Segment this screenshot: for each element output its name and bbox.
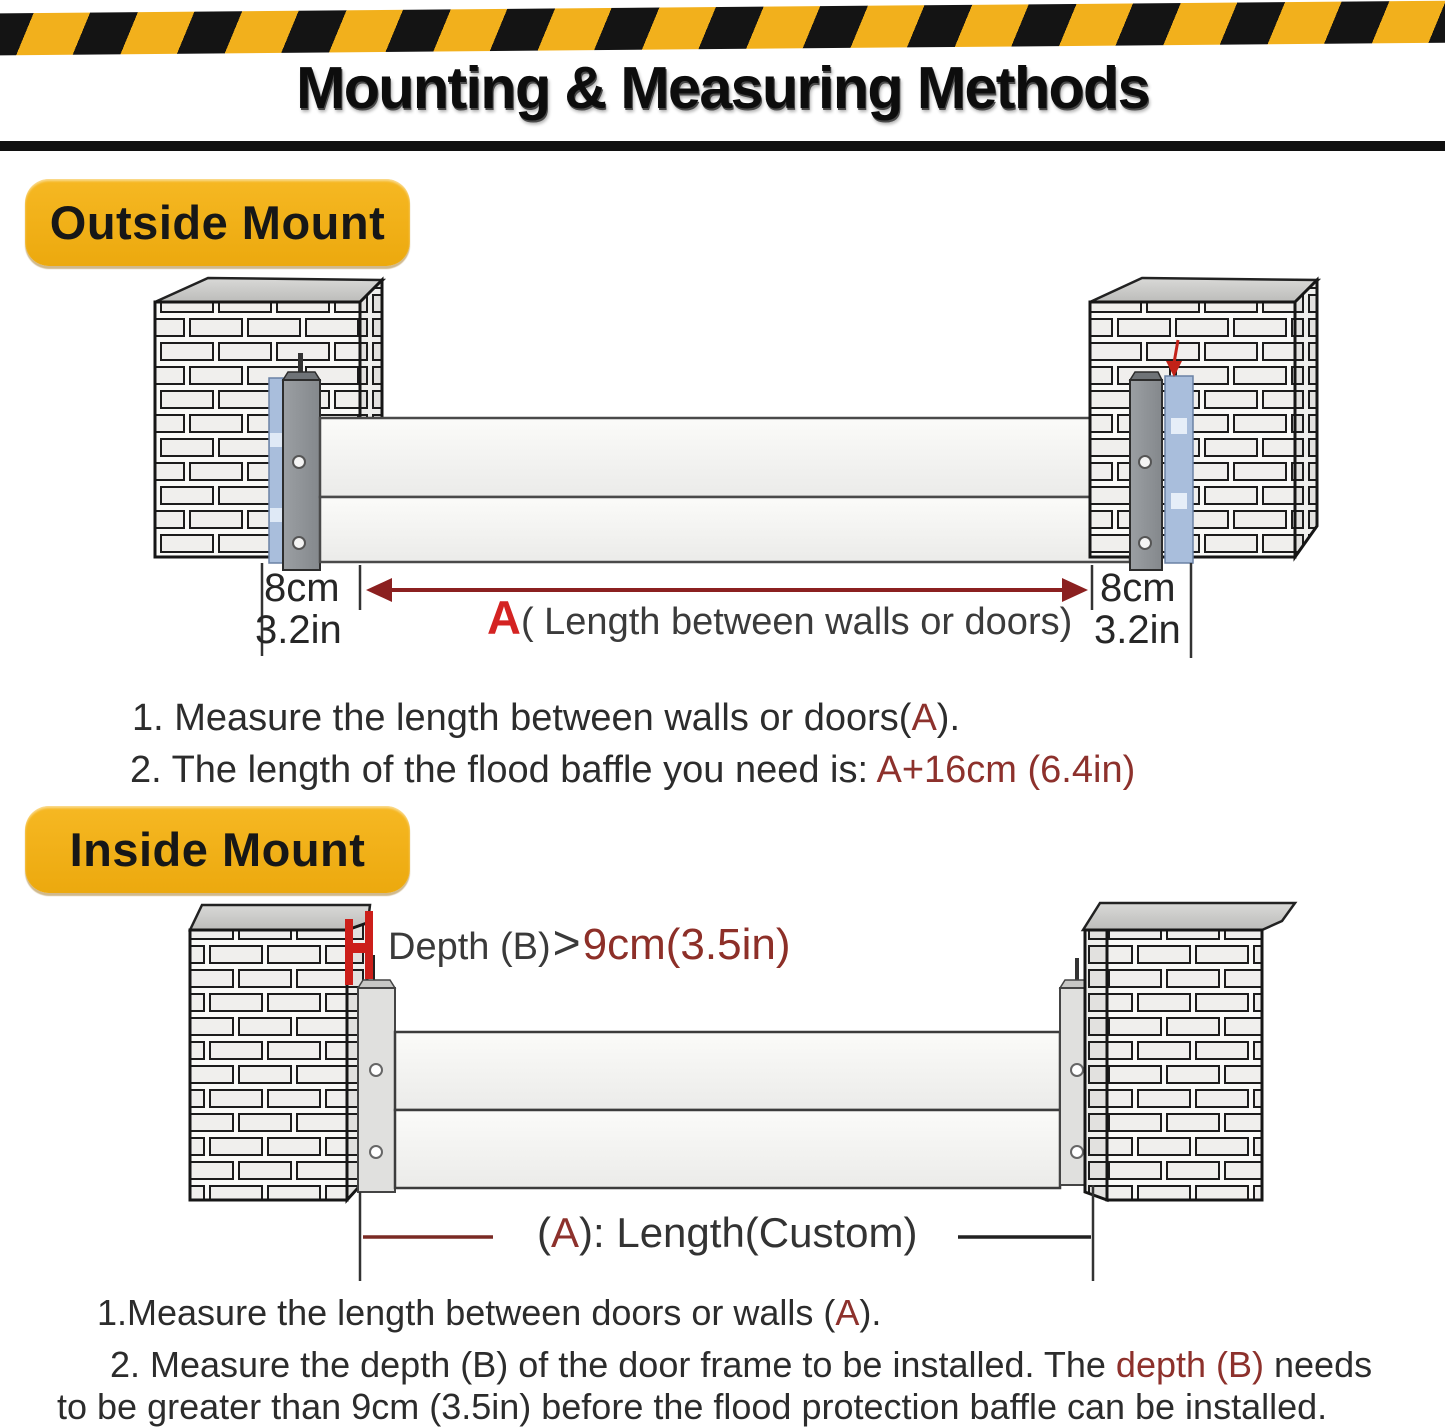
outside-mount-badge-label: Outside Mount [49, 196, 386, 249]
channel-slot [1171, 418, 1187, 434]
gap-label-left-cm: 8cm [264, 566, 340, 610]
outside-left-bracket [283, 372, 320, 570]
step-formula: A+16cm (6.4in) [876, 749, 1136, 791]
step-highlight: A [835, 1292, 860, 1333]
depth-value: 9cm(3.5in) [582, 920, 791, 969]
inside-length-label [537, 1209, 918, 1256]
outside-right-channel-blue [1165, 376, 1193, 563]
inside-mount-badge-label: Inside Mount [69, 823, 366, 876]
inside-right-pillar [1083, 903, 1295, 1200]
step-text: ). [936, 697, 961, 739]
outside-right-bracket [1130, 372, 1162, 570]
step-text: 1. Measure the length between walls or doors( [132, 697, 912, 739]
step-text: 1.Measure the length between doors or walls ( [97, 1292, 836, 1333]
step-highlight: A [911, 697, 937, 739]
step-text: to be greater than 9cm (3.5in) before the flood protection baffle can be installed. [57, 1386, 1328, 1427]
step-text: 2. Measure the depth (B) of the door frame to be installed. The [110, 1344, 1116, 1385]
step-text: needs [1264, 1344, 1373, 1385]
channel-slot [270, 433, 282, 447]
greater-than-sign: > [552, 917, 581, 970]
gap-label-right-cm: 8cm [1100, 566, 1176, 610]
hazard-tape-banner [0, 1, 1445, 56]
outside-step-1 [132, 697, 960, 741]
dimension-description: ): Length(Custom) [579, 1209, 918, 1256]
inside-left-pillar [190, 905, 370, 1200]
dimension-letter-a: A [487, 591, 521, 644]
flood-barrier-panel [320, 418, 1130, 562]
step-text: ). [859, 1292, 882, 1333]
step-text: 2. The length of the flood baffle you need is: [130, 749, 877, 791]
page-title: Mounting & Measuring Methods [296, 55, 1149, 121]
inside-step-2-line-1 [110, 1344, 1372, 1385]
depth-prefix: Depth (B) [388, 926, 551, 968]
inside-left-channel [358, 980, 395, 1192]
outside-right-pillar [1090, 278, 1318, 557]
dimension-letter-a: A [551, 1209, 580, 1256]
channel-slot [270, 508, 282, 522]
flood-barrier-panel [395, 1032, 1060, 1188]
inside-step-1 [97, 1292, 881, 1333]
gap-label-left-in: 3.2in [255, 608, 342, 652]
gap-label-right-in: 3.2in [1094, 608, 1181, 652]
length-dimension-label [487, 591, 1073, 644]
header-divider-bar [0, 141, 1445, 151]
paren-open: ( [537, 1209, 551, 1256]
depth-requirement-label [388, 917, 791, 970]
channel-slot [1171, 493, 1187, 509]
step-highlight: depth (B) [1115, 1344, 1264, 1385]
dimension-description: ( Length between walls or doors) [520, 601, 1073, 643]
outside-left-channel-blue [269, 378, 283, 563]
outside-mount-badge [25, 179, 410, 266]
outside-step-2 [130, 749, 1135, 793]
inside-mount-badge [25, 806, 410, 893]
